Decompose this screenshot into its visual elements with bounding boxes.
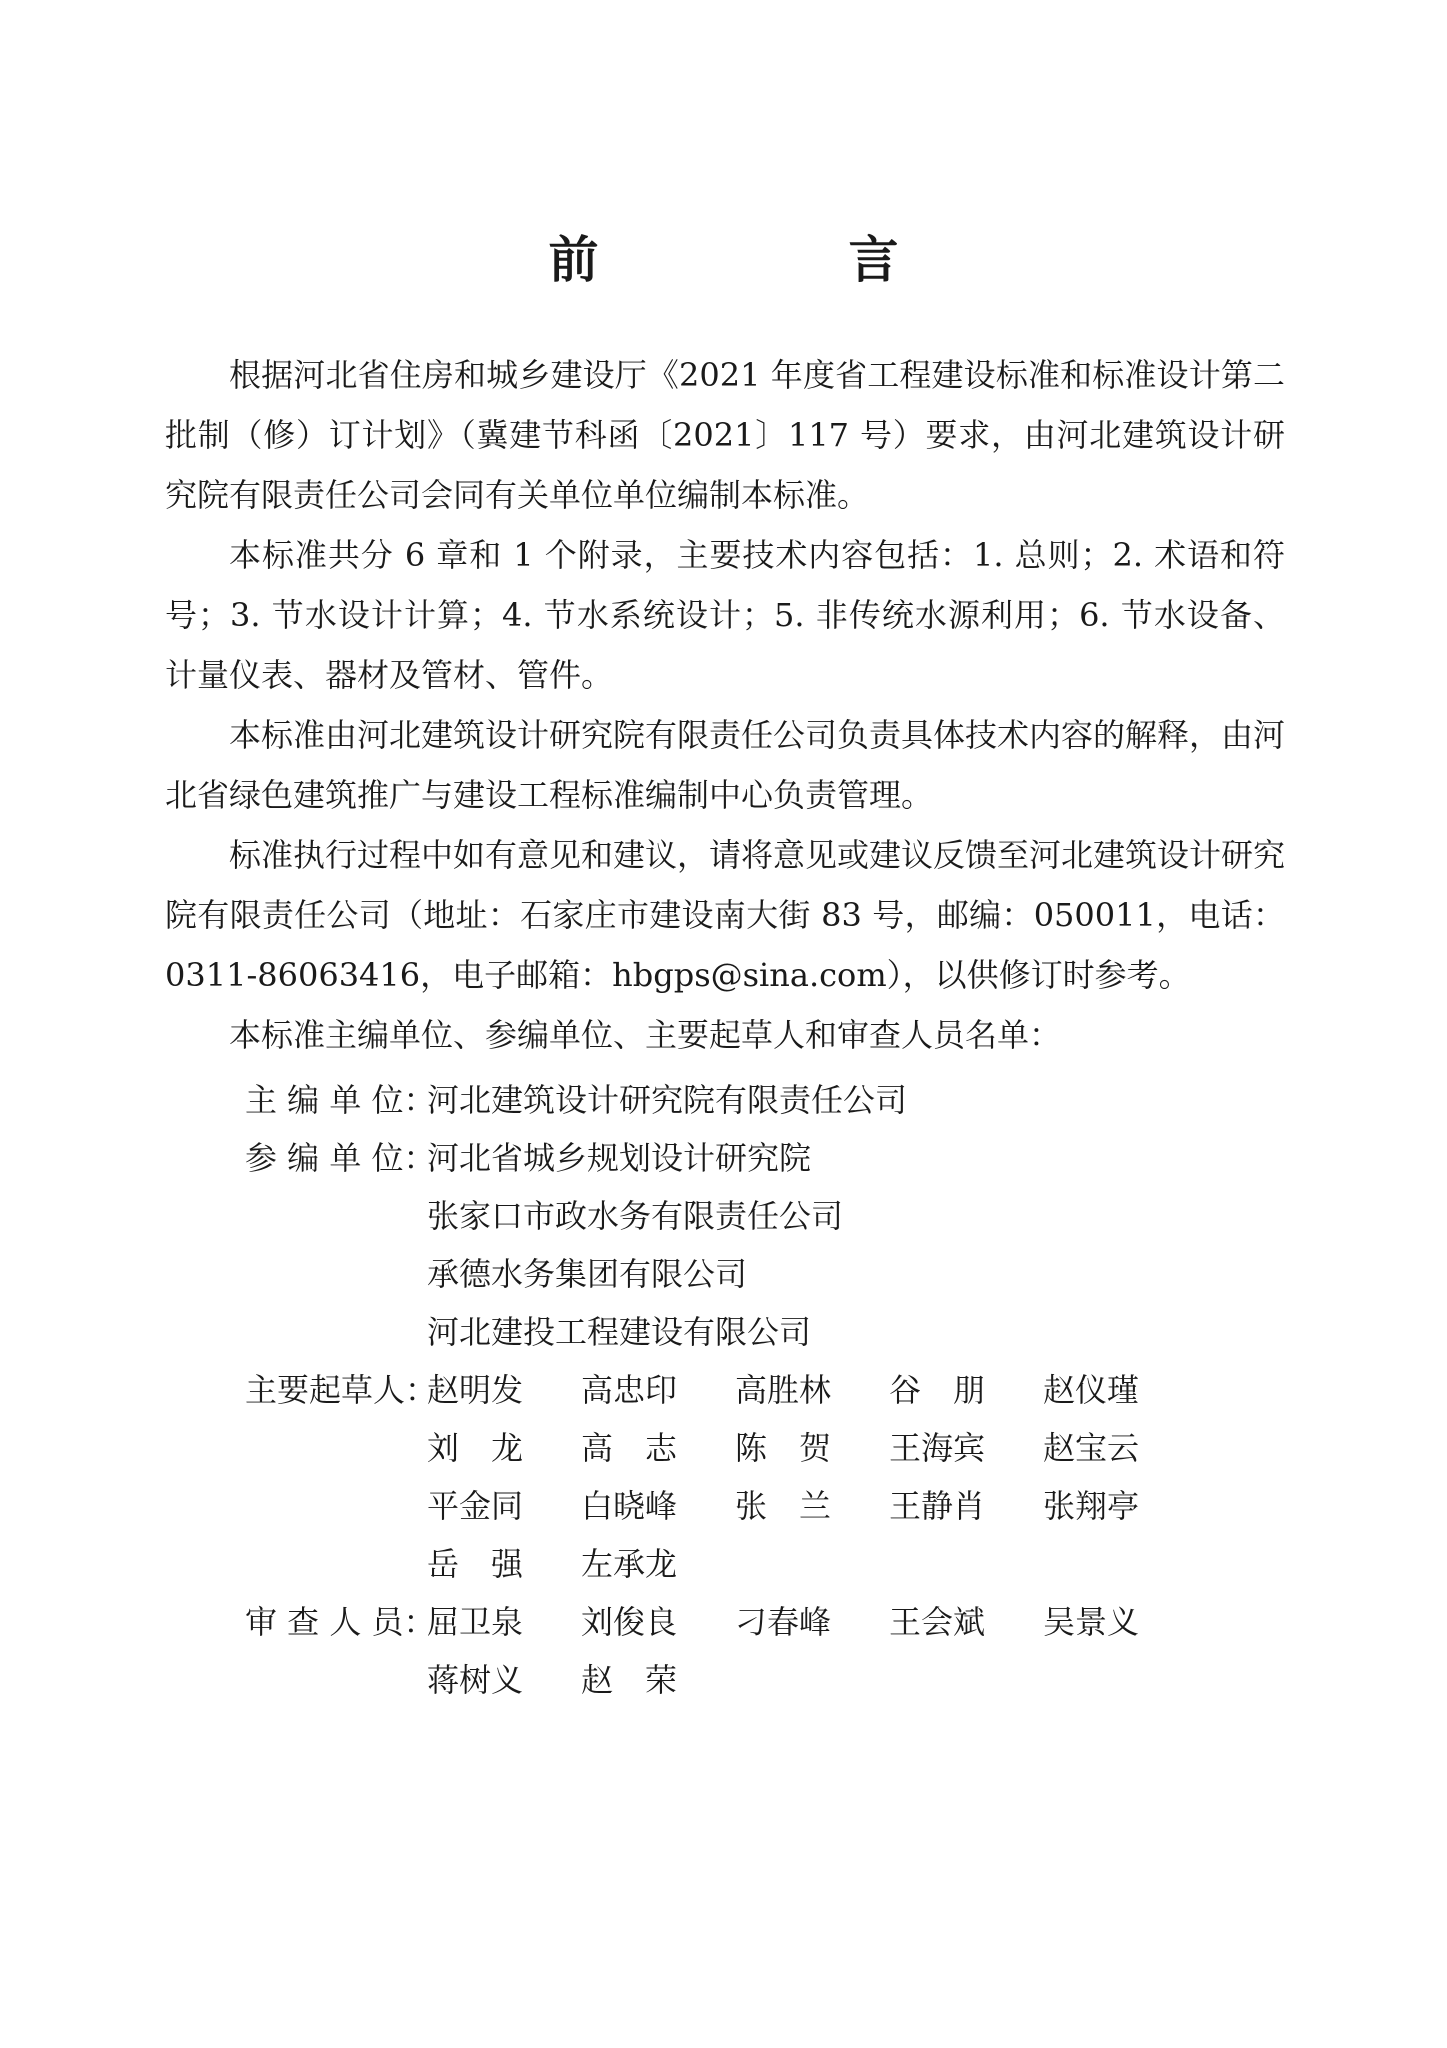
drafter-name: 谷 朋: [889, 1371, 986, 1409]
co-editor-unit: 河北省城乡规划设计研究院: [427, 1139, 812, 1177]
drafters-label: 主要起草人：: [245, 1371, 438, 1409]
drafter-name: 赵宝云: [1043, 1429, 1140, 1467]
preface-body: [165, 345, 1285, 1709]
reviewer-name: 蒋树义: [427, 1661, 524, 1699]
drafter-name: 刘 龙: [427, 1429, 524, 1467]
co-editors-section: [165, 1129, 1285, 1361]
roles-list: [165, 1071, 1285, 1709]
drafters-names: [427, 1361, 1285, 1593]
reviewer-name: 吴景义: [1043, 1603, 1140, 1641]
reviewer-name: 赵 荣: [581, 1661, 678, 1699]
drafter-name: 王静肖: [889, 1487, 986, 1525]
reviewers-label: 审 查 人 员：: [245, 1603, 436, 1641]
co-editors-units: [427, 1129, 1285, 1361]
reviewer-name: 屈卫泉: [427, 1603, 524, 1641]
co-editor-unit: 河北建投工程建设有限公司: [427, 1313, 812, 1351]
paragraph-management: 本标准由河北建筑设计研究院有限责任公司负责具体技术内容的解释，由河北省绿色建筑推广与建设工程标准编制中心负责管理。: [165, 716, 1286, 814]
reviewer-name: 刁春峰: [735, 1603, 832, 1641]
list-intro: 本标准主编单位、参编单位、主要起草人和审查人员名单：: [229, 1016, 1062, 1054]
chief-editor-unit: 河北建筑设计研究院有限责任公司: [427, 1081, 908, 1119]
reviewers-section: [165, 1593, 1285, 1709]
drafter-name: 陈 贺: [735, 1429, 832, 1467]
drafter-name: 平金同: [427, 1487, 524, 1525]
paragraph-basis: 根据河北省住房和城乡建设厅《2021 年度省工程建设标准和标准设计第二批制（修）订计划》（冀建节科函〔2021〕117 号）要求，由河北建筑设计研究院有限责任公司会同有关单位单位编制本标准。: [165, 356, 1285, 514]
drafter-name: 左承龙: [581, 1545, 678, 1583]
chief-editor-label: 主 编 单 位：: [245, 1081, 436, 1119]
chief-editor-section: [165, 1071, 1285, 1129]
reviewers-names: [427, 1593, 1285, 1709]
reviewer-name: 王会斌: [889, 1603, 986, 1641]
drafter-name: 赵明发: [427, 1371, 524, 1409]
co-editor-unit: 承德水务集团有限公司: [427, 1255, 748, 1293]
drafter-name: 赵仪瑾: [1043, 1371, 1140, 1409]
drafter-name: 高 志: [581, 1429, 678, 1467]
drafter-name: 高胜林: [735, 1371, 832, 1409]
page-title: 前 言: [548, 230, 999, 289]
drafter-name: 白晓峰: [581, 1487, 678, 1525]
chief-editor-units: [427, 1071, 1285, 1129]
drafter-name: 岳 强: [427, 1545, 524, 1583]
paragraph-feedback: 标准执行过程中如有意见和建议，请将意见或建议反馈至河北建筑设计研究院有限责任公司（地址：石家庄市建设南大街 83 号，邮编：050011，电话：0311-86063416，电子邮箱：hbgps@sina.com），以供修订时参考。: [165, 836, 1286, 994]
drafter-name: 王海宾: [889, 1429, 986, 1467]
co-editor-unit: 张家口市政水务有限责任公司: [427, 1197, 844, 1235]
drafter-name: 高忠印: [581, 1371, 678, 1409]
co-editors-label: 参 编 单 位：: [245, 1139, 436, 1177]
drafters-section: [165, 1361, 1285, 1593]
drafter-name: 张 兰: [735, 1487, 832, 1525]
drafter-name: 张翔亭: [1043, 1487, 1140, 1525]
reviewer-name: 刘俊良: [581, 1603, 678, 1641]
paragraph-contents: 本标准共分 6 章和 1 个附录，主要技术内容包括：1. 总则；2. 术语和符号；3. 节水设计计算；4. 节水系统设计；5. 非传统水源利用；6. 节水设备、计量仪表、器材及管材、管件。: [165, 536, 1285, 694]
